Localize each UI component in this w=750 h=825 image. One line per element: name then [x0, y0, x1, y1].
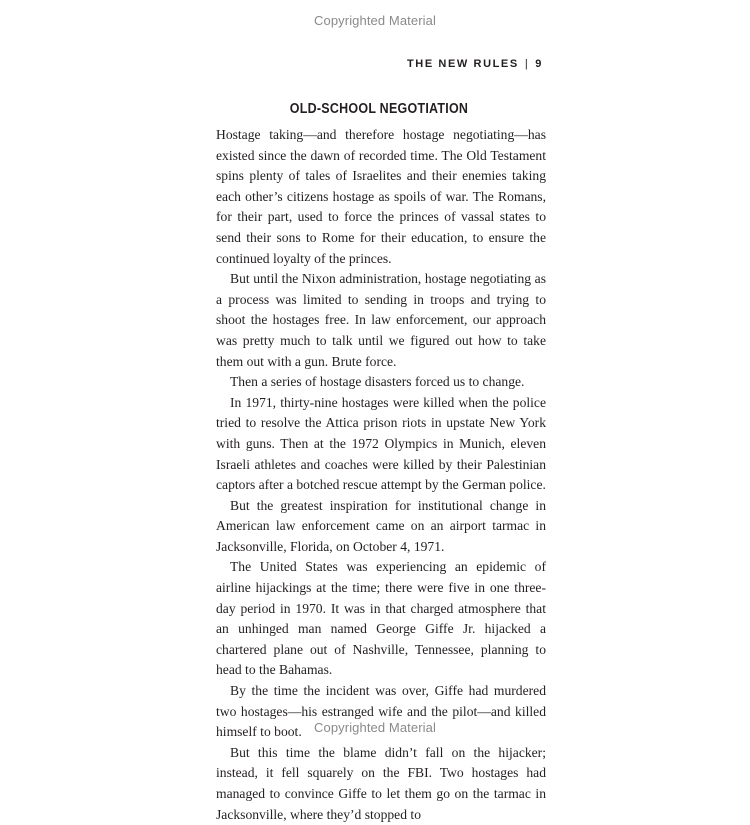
running-head-title: THE NEW RULES — [406, 58, 519, 70]
paragraph-5: But the greatest inspiration for institutional change in American law enforcement came on an airport tarmac in Jacksonville, Florida, on October 4, 1971. — [216, 497, 546, 554]
watermark-top: Copyrighted Material — [314, 13, 436, 28]
paragraph-7: By the time the incident was over, Giffe had murdered two hostages—his estranged wife and the pilot—and killed himself to boot. — [216, 683, 546, 740]
section-title: OLD-SCHOOL NEGOTIATION — [289, 101, 469, 117]
page-number: 9 — [535, 58, 543, 70]
paragraph-2: But until the Nixon administration, hostage negotiating as a process was limited to sending in troops and trying to shoot the hostages free. In law enforcement, our approach was pretty much to talk until we figured out how to take them out with a gun. Brute force. — [216, 271, 546, 369]
paragraph-3: Then a series of hostage disasters forced us to change. — [230, 374, 525, 390]
paragraph-1: Hostage taking—and therefore hostage negotiating—has existed since the dawn of recorded time. The Old Testament spins plenty of tales of Israelites and their enemies taking each other’s citizens hostage as spoils of war. The Romans, for their part, used to force the princes of vassal states to send their sons to Rome for their education, to ensure the continued loyalty of the princes. — [216, 127, 546, 266]
paragraph-6: The United States was experiencing an epidemic of airline hijackings at the time; there were five in one three-day period in 1970. It was in that charged atmosphere that an unhinged man named George Giffe Jr. hijacked a chartered plane out of Nashville, Tennessee, planning to head to the Bahamas. — [216, 559, 546, 678]
watermark-bottom: Copyrighted Material — [314, 720, 436, 735]
running-head-separator: | — [524, 58, 530, 70]
running-head — [407, 58, 543, 70]
paragraph-4: In 1971, thirty-nine hostages were killed when the police tried to resolve the Attica prison riots in upstate New York with guns. Then at the 1972 Olympics in Munich, eleven Israeli athletes and coaches were killed by their Palestinian captors after a botched rescue attempt by the German police. — [216, 394, 546, 493]
paragraph-8: But this time the blame didn’t fall on the hijacker; instead, it fell squarely on the FBI. Two hostages had managed to convince Giffe to let them go on the tarmac in Jacksonville, where they’d stopped to — [216, 744, 546, 822]
